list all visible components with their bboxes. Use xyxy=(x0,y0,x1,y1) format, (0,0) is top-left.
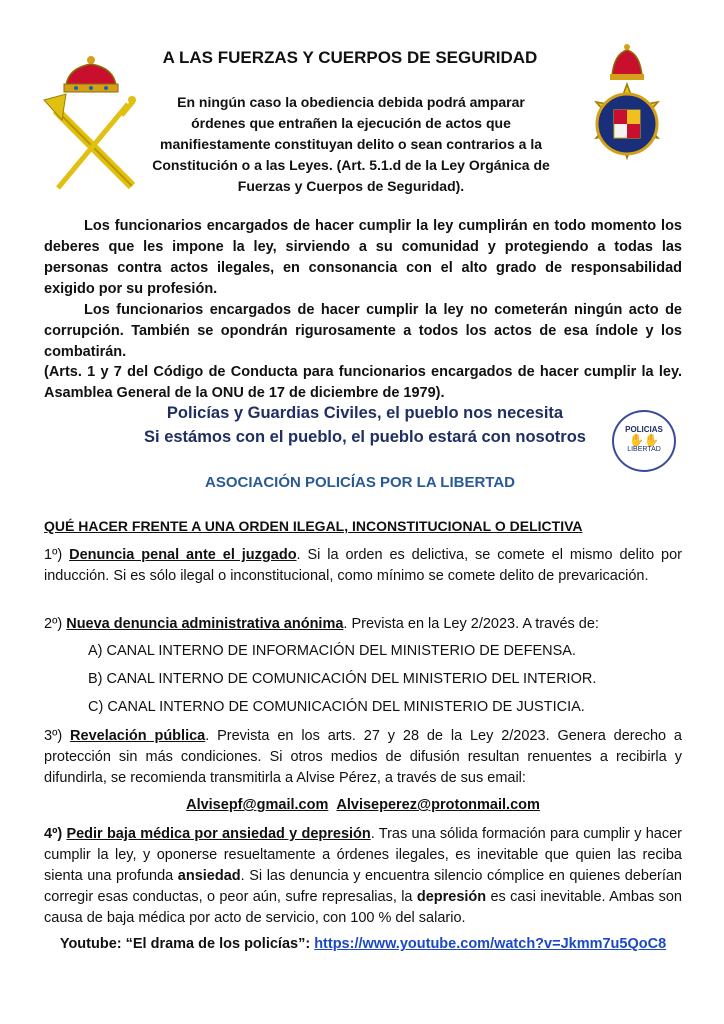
step-4-number: 4º) xyxy=(44,826,67,842)
step-1-number: 1º) xyxy=(44,547,70,563)
youtube-line xyxy=(44,936,682,952)
step-4-text-a: . Tras una sólida formación para cumplir y hacer cumplir la ley, y oponerse resueltamente a órdenes ilegales, es inevitable que quien las reciba sienta una profunda xyxy=(44,826,682,884)
canal-c: C) CANAL INTERNO DE COMUNICACIÓN DEL MINISTERIO DE JUSTICIA. xyxy=(88,699,585,715)
step-4-text-c: es casi inevitable. Ambas son causa de baja médica por acto de servicio, con 100 % del salario. xyxy=(44,889,682,926)
slogan-line-1: Policías y Guardias Civiles, el pueblo nos necesita xyxy=(166,404,564,422)
section-heading: QUÉ HACER FRENTE A UNA ORDEN ILEGAL, INCONSTITUCIONAL O DELICTIVA xyxy=(44,518,583,534)
slogan-line-2: Si estámos con el pueblo, el pueblo estará con nosotros xyxy=(144,428,586,446)
policias-libertad-logo xyxy=(612,410,676,472)
canal-a: A) CANAL INTERNO DE INFORMACIÓN DEL MINISTERIO DE DEFENSA. xyxy=(88,643,576,659)
step-4-bold-ansiedad: ansiedad xyxy=(177,868,241,884)
logo-text-top: POLICIAS xyxy=(625,425,663,434)
association-name: ASOCIACIÓN POLICÍAS POR LA LIBERTAD xyxy=(204,474,515,491)
step-1 xyxy=(44,545,682,587)
step-2-label: Nueva denuncia administrativa anónima xyxy=(66,616,344,632)
step-3-label: Revelación pública xyxy=(70,728,206,744)
guardia-civil-emblem-icon xyxy=(36,48,146,198)
email-link-2[interactable]: Alviseperez@protonmail.com xyxy=(336,797,540,813)
step-1-text: . Si la orden es delictiva, se comete el mismo delito por inducción. Si es sólo ilegal o inconstitucional, como mínimo se comete delito de prevaricación. xyxy=(44,547,682,584)
step-2-text: . Prevista en la Ley 2/2023. A través de: xyxy=(343,616,599,632)
hands-icon: ✋✋ xyxy=(629,433,659,447)
youtube-link[interactable]: https://www.youtube.com/watch?v=Jkmm7u5QoC8 xyxy=(314,936,667,952)
step-1-label: Denuncia penal ante el juzgado xyxy=(69,547,297,563)
step-3-text: . Prevista en los arts. 27 y 28 de la Ley 2/2023. Genera derecho a protección sin más condiciones. Si otros medios de difusión resultan renuentes a recibirla y difundirla, se recomienda transmitirla a Alvise Pérez, a través de sus email: xyxy=(44,728,682,786)
step-2-number: 2º) xyxy=(44,616,67,632)
youtube-label: Youtube: “El drama de los policías”: xyxy=(59,936,315,952)
badge-text xyxy=(572,190,682,191)
email-line xyxy=(44,797,682,813)
step-2 xyxy=(44,614,682,635)
step-3 xyxy=(44,726,682,789)
page-title: A LAS FUERZAS Y CUERPOS DE SEGURIDAD xyxy=(162,48,538,67)
paragraph-2: Los funcionarios encargados de hacer cumplir la ley no cometerán ningún acto de corrupción. También se opondrán rigurosamente a todos los actos de esa índole y los combatirán. xyxy=(44,302,682,360)
step-4-label: Pedir baja médica por ansiedad y depresión xyxy=(66,826,371,842)
step-3-number: 3º) xyxy=(44,728,71,744)
logo-text-bottom: LIBERTAD xyxy=(627,446,661,453)
email-link-1[interactable]: Alvisepf@gmail.com xyxy=(186,797,329,813)
paragraph-1: Los funcionarios encargados de hacer cumplir la ley cumplirán en todo momento los deberes que les impone la ley, sirviendo a su comunidad y protegiendo a todas las personas contra actos ilegales, en consonancia con el alto grado de responsabilidad exigido por su profesión. xyxy=(44,218,682,297)
step-4-text-b: . Si las denuncia y encuentra silencio cómplice en quienes deberían corregir esas conductas, o peor aún, sufre represalias, la xyxy=(44,868,682,905)
header-quote: En ningún caso la obediencia debida podrá amparar órdenes que entrañen la ejecución de actos que manifiestamente constituyan delito o sean contrarios a la Constitución o a las Leyes. (Art. 5.1.d de la Ley Orgánica de Fuerzas y Cuerpos de Seguridad). xyxy=(152,94,550,194)
step-4-bold-depresion: depresión xyxy=(416,889,487,905)
paragraph-3: (Arts. 1 y 7 del Código de Conducta para funcionarios encargados de hacer cumplir la ley. Asamblea General de la ONU de 17 de diciembre de 1979). xyxy=(44,364,682,401)
policia-nacional-badge-icon xyxy=(572,40,682,190)
step-4 xyxy=(44,824,682,929)
canal-b: B) CANAL INTERNO DE COMUNICACIÓN DEL MINISTERIO DEL INTERIOR. xyxy=(88,671,597,687)
